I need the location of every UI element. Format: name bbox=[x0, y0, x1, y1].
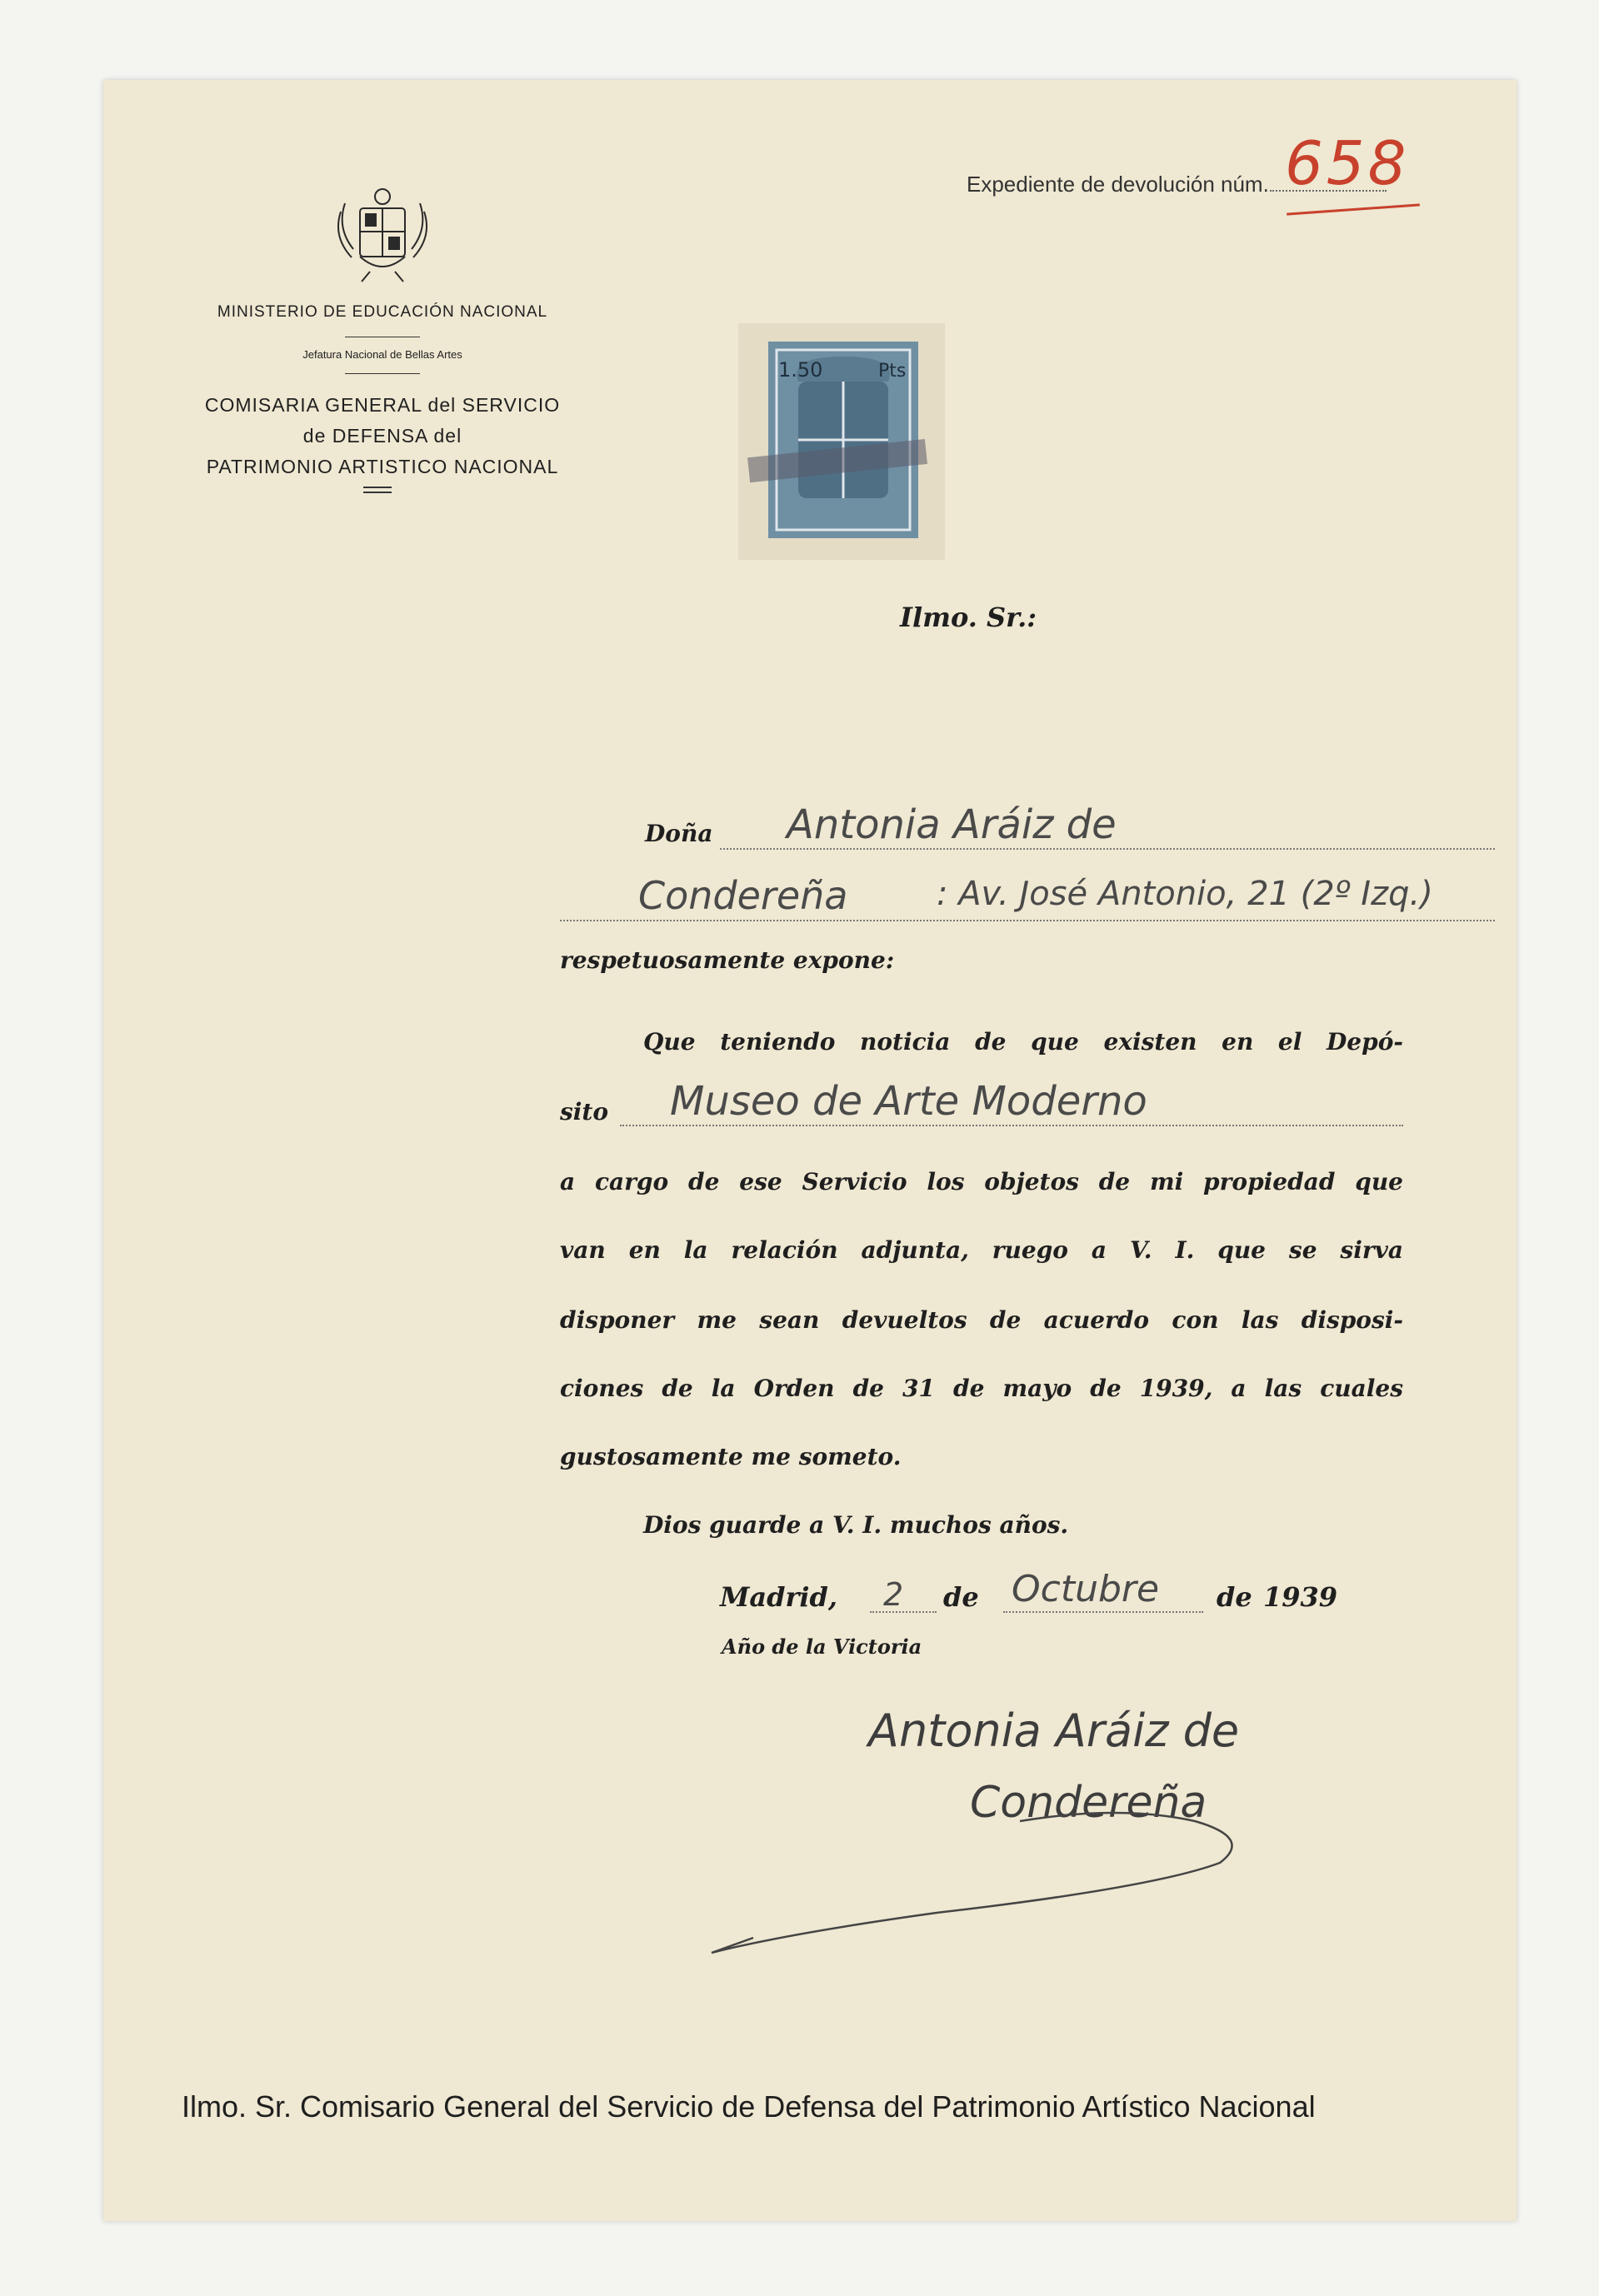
signature-flourish-icon bbox=[687, 1771, 1320, 1963]
comisaria-line-3: PATRIMONIO ARTISTICO NACIONAL bbox=[206, 456, 559, 477]
fiscal-stamp-icon bbox=[738, 323, 945, 560]
dotted-line bbox=[1003, 1611, 1203, 1613]
comisaria-title bbox=[187, 390, 578, 482]
date-day: 2 bbox=[883, 1576, 904, 1613]
expone-line: respetuosamente expone: bbox=[560, 946, 895, 974]
stamp-value-right: Pts bbox=[878, 361, 907, 382]
stamp-value-left: 1.50 bbox=[778, 358, 823, 382]
comisaria-line-1: COMISARIA GENERAL del SERVICIO bbox=[204, 394, 561, 416]
year-note: Año de la Victoria bbox=[722, 1635, 922, 1659]
body-line-3: a cargo de ese Servicio los objetos de mi propiedad que bbox=[560, 1168, 1403, 1195]
expediente-underline bbox=[1287, 203, 1420, 215]
expediente-label: Expediente de devolución núm. bbox=[967, 172, 1269, 197]
dotted-line bbox=[620, 1125, 1403, 1126]
deposit-name: Museo de Arte Moderno bbox=[670, 1078, 1147, 1125]
ministry-title: MINISTERIO DE EDUCACIÓN NACIONAL bbox=[217, 303, 548, 321]
footer-addressee: Ilmo. Sr. Comisario General del Servicio de Defensa del Patrimonio Artístico Nacional bbox=[182, 2089, 1316, 2124]
double-rule bbox=[363, 487, 392, 493]
closing: Dios guarde a V. I. muchos años. bbox=[643, 1511, 1069, 1539]
body-line-2-prefix: sito bbox=[560, 1098, 609, 1126]
body-line-1: Que teniendo noticia de que existen en el Depó- bbox=[643, 1028, 1403, 1056]
dotted-line bbox=[560, 920, 1495, 921]
signature-line-2: Condereña bbox=[970, 1778, 1207, 1828]
requester-surname: Condereña bbox=[638, 873, 848, 918]
requester-address: : Av. José Antonio, 21 (2º Izq.) bbox=[937, 875, 1433, 913]
divider bbox=[345, 373, 420, 374]
requester-name: Antonia Aráiz de bbox=[787, 801, 1117, 848]
date-de-2: de bbox=[1217, 1581, 1252, 1613]
signature-line-1: Antonia Aráiz de bbox=[868, 1705, 1240, 1757]
expediente-number: 658 bbox=[1285, 128, 1410, 198]
jefatura-title: Jefatura Nacional de Bellas Artes bbox=[302, 348, 462, 361]
document-page bbox=[103, 80, 1517, 2221]
body-line-6: ciones de la Orden de 31 de mayo de 1939, a las cuales bbox=[560, 1375, 1403, 1402]
requester-prefix: Doña bbox=[645, 820, 713, 847]
salutation: Ilmo. Sr.: bbox=[900, 601, 1037, 633]
dotted-line bbox=[720, 848, 1495, 850]
date-de-1: de bbox=[943, 1581, 979, 1613]
body-line-4: van en la relación adjunta, ruego a V. I. que se sirva bbox=[560, 1236, 1403, 1264]
date-month: Octubre bbox=[1012, 1568, 1160, 1610]
body-line-5: disponer me sean devueltos de acuerdo con las disposi- bbox=[560, 1306, 1403, 1334]
date-city: Madrid, bbox=[720, 1581, 838, 1613]
coat-of-arms-icon bbox=[328, 178, 437, 287]
date-year: 1939 bbox=[1263, 1581, 1338, 1613]
body-line-7: gustosamente me someto. bbox=[560, 1443, 902, 1470]
comisaria-line-2: de DEFENSA del bbox=[302, 425, 462, 447]
